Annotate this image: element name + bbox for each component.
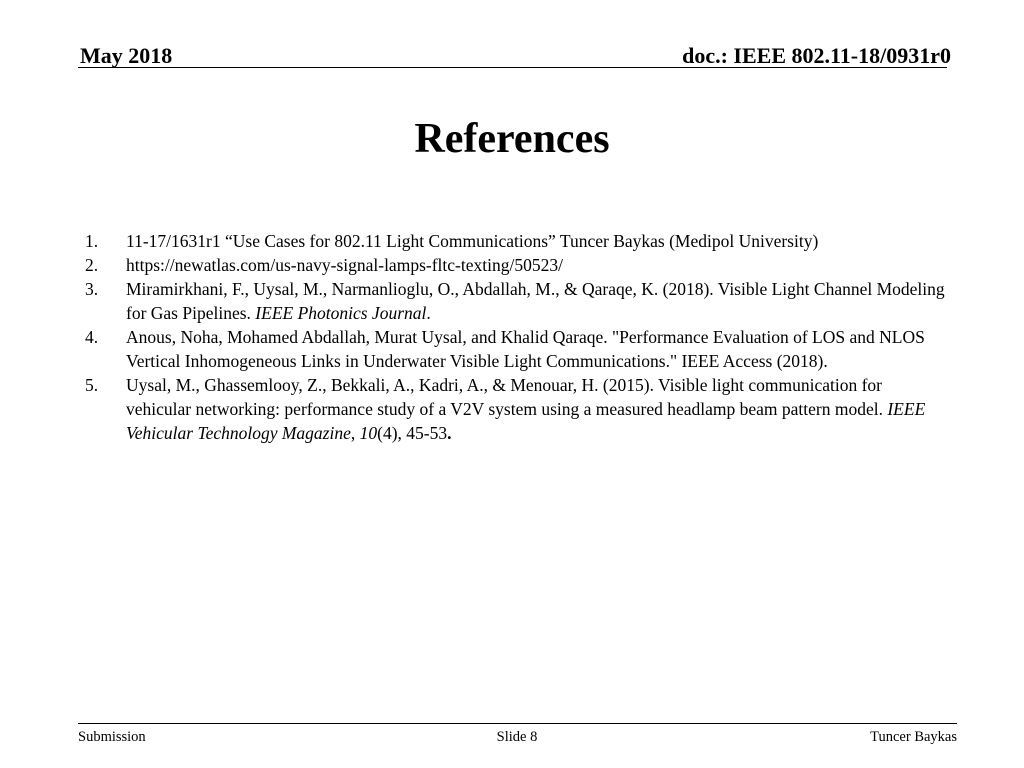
reference-text-segment: https://newatlas.com/us-navy-signal-lamps-fltc-texting/50523/ <box>126 255 563 275</box>
slide-title: References <box>414 116 610 162</box>
reference-text <box>126 279 945 323</box>
reference-text-segment: (4), 45-53 <box>377 423 448 443</box>
reference-text-segment: . <box>447 423 452 443</box>
footer-submission: Submission <box>78 729 146 745</box>
header-divider <box>78 67 947 68</box>
reference-text-segment: 11-17/1631r1 “Use Cases for 802.11 Light Communications” Tuncer Baykas (Medipol University) <box>126 231 819 251</box>
reference-number: 3. <box>85 279 99 299</box>
reference-text-segment: IEEE Photonics Journal <box>255 303 427 323</box>
reference-item <box>85 277 945 325</box>
reference-text-segment: Anous, Noha, Mohamed Abdallah, Murat Uysal, and Khalid Qaraqe. "Performance Evaluation of LOS and NLOS Vertical Inhomogeneous Links in Underwater Visible Light Communications." IEEE Access (2018). <box>126 327 925 371</box>
reference-number: 5. <box>85 375 99 395</box>
reference-text-segment: 10 <box>359 423 378 443</box>
reference-text <box>126 375 925 443</box>
reference-item <box>85 373 945 445</box>
reference-text-segment: , <box>350 423 360 443</box>
reference-text <box>126 255 563 275</box>
reference-text-segment: Miramirkhani, F., Uysal, M., Narmanlioglu, O., Abdallah, M., & Qaraqe, K. (2018). Visible Light Channel Modeling for Gas Pipelines. <box>126 279 945 323</box>
footer-slide-number: Slide 8 <box>496 729 538 745</box>
reference-item <box>85 229 945 253</box>
footer-divider <box>78 723 957 724</box>
reference-list <box>85 229 945 445</box>
reference-text <box>126 327 925 371</box>
reference-number: 2. <box>85 255 99 275</box>
reference-number: 1. <box>85 231 99 251</box>
reference-item <box>85 325 945 373</box>
header-document-id: doc.: IEEE 802.11-18/0931r0 <box>682 43 951 68</box>
reference-text-segment: Uysal, M., Ghassemlooy, Z., Bekkali, A., Kadri, A., & Menouar, H. (2015). Visible light communication for vehicular networking: performance study of a V2V system using a measured headlamp beam pattern model. <box>126 375 888 419</box>
reference-text-segment: . <box>426 303 431 323</box>
reference-number: 4. <box>85 327 99 347</box>
header-date: May 2018 <box>80 43 173 68</box>
reference-text <box>126 231 818 251</box>
footer-author: Tuncer Baykas <box>870 729 957 745</box>
reference-item <box>85 253 945 277</box>
reference-text-segment: IEEE Vehicular Technology Magazine <box>126 399 926 443</box>
